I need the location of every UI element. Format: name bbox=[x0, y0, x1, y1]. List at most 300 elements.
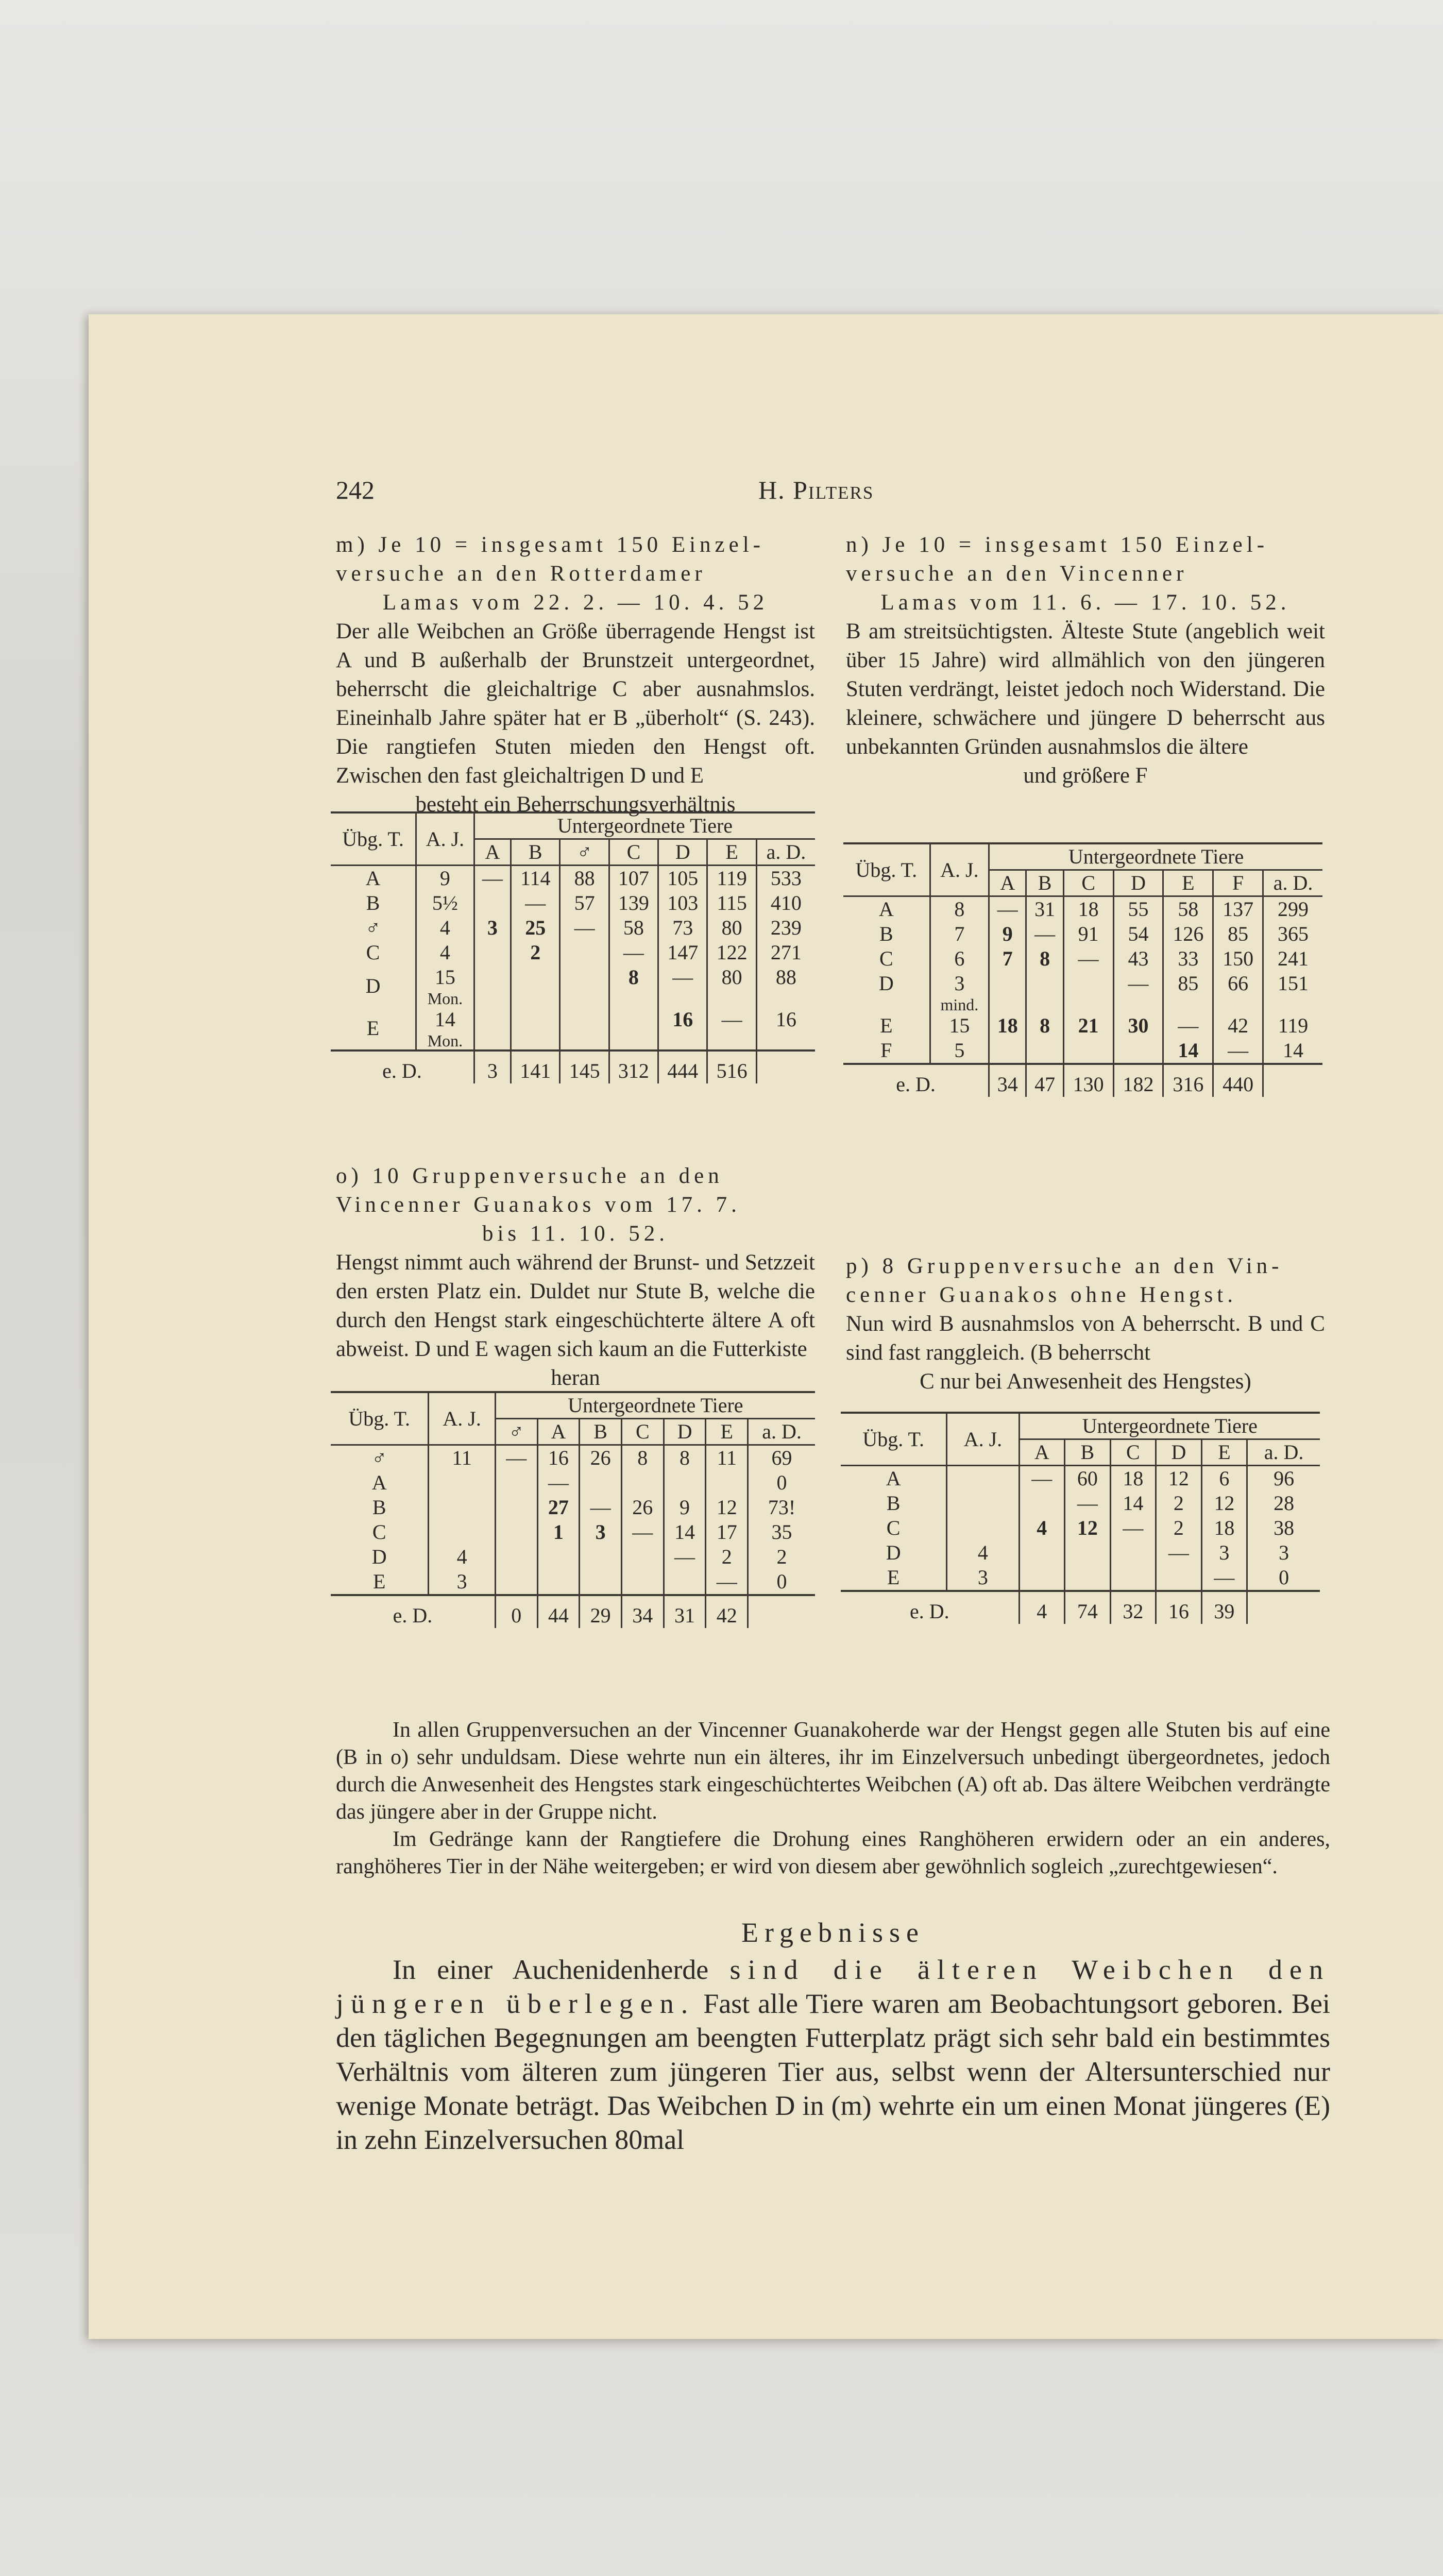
cell: — bbox=[1110, 1516, 1156, 1540]
cell: 14 bbox=[1178, 1039, 1199, 1062]
cell bbox=[621, 1545, 664, 1569]
book-page bbox=[89, 314, 1443, 2339]
cell: 74 bbox=[1065, 1591, 1111, 1624]
row-label: D bbox=[365, 974, 381, 997]
cell: 21 bbox=[1078, 1014, 1099, 1037]
table-row bbox=[841, 1565, 1320, 1591]
cell: 18 bbox=[997, 1014, 1018, 1037]
row-label: E bbox=[331, 1569, 429, 1595]
cell: 9 bbox=[1002, 922, 1013, 945]
cell: 105 bbox=[658, 866, 707, 891]
cell bbox=[537, 1545, 580, 1569]
section-m-title-1: m) Je 10 = insgesamt 150 Einzel- bbox=[336, 533, 765, 557]
cell: 57 bbox=[560, 891, 609, 916]
row-label: D bbox=[371, 1545, 387, 1568]
table-m-group-header: Untergeordnete Tiere bbox=[474, 812, 815, 839]
cell: 26 bbox=[621, 1495, 664, 1520]
cell: 150 bbox=[1213, 946, 1263, 971]
cell bbox=[1019, 1565, 1065, 1591]
table-n-col: D bbox=[1113, 870, 1163, 896]
cell: 42 bbox=[706, 1595, 748, 1628]
row-aj-unit: Mon. bbox=[427, 989, 463, 1008]
cell: 43 bbox=[1113, 946, 1163, 971]
cell: 96 bbox=[1247, 1466, 1320, 1492]
cell: 137 bbox=[1213, 896, 1263, 922]
row-label: B bbox=[366, 891, 380, 914]
table-row bbox=[331, 1545, 815, 1569]
section-o-title-3: bis 11. 10. 52. bbox=[482, 1222, 669, 1246]
table-n-col: F bbox=[1213, 870, 1263, 896]
cell: 31 bbox=[1026, 896, 1063, 922]
cell bbox=[474, 965, 511, 1007]
cell: — bbox=[1026, 922, 1063, 946]
ed-label: e. D. bbox=[382, 1059, 422, 1082]
cell: 25 bbox=[525, 916, 546, 939]
page-number: 242 bbox=[336, 476, 375, 504]
cell: 2 bbox=[1156, 1491, 1202, 1516]
cell bbox=[664, 1569, 706, 1595]
cell: 8 bbox=[621, 1445, 664, 1471]
cell: 410 bbox=[756, 891, 815, 916]
cell: 11 bbox=[706, 1445, 748, 1471]
cell bbox=[1065, 1540, 1111, 1565]
cell: 2 bbox=[748, 1545, 815, 1569]
cell: 30 bbox=[1128, 1014, 1149, 1037]
row-aj: 9 bbox=[416, 866, 474, 891]
cell: 73 bbox=[658, 916, 707, 940]
cell: — bbox=[511, 891, 560, 916]
row-label: A bbox=[841, 1466, 947, 1492]
cell: 299 bbox=[1263, 896, 1322, 922]
cell: — bbox=[1156, 1540, 1202, 1565]
row-label: C bbox=[886, 1516, 901, 1539]
cell: — bbox=[609, 940, 658, 965]
cell bbox=[495, 1545, 537, 1569]
cell: 17 bbox=[706, 1520, 748, 1545]
table-p-ubg-header: Übg. T. bbox=[841, 1413, 947, 1466]
table-row bbox=[841, 1466, 1320, 1492]
row-aj-prefix: mind. bbox=[940, 995, 979, 1014]
table-ed-row bbox=[843, 1064, 1322, 1097]
cell: 0 bbox=[495, 1595, 537, 1628]
cell: 16 bbox=[756, 1007, 815, 1050]
section-m bbox=[336, 531, 815, 819]
row-aj bbox=[947, 1466, 1019, 1492]
row-label: A bbox=[843, 896, 930, 922]
cell: 3 bbox=[1247, 1540, 1320, 1565]
table-row bbox=[331, 1495, 815, 1520]
row-aj: 15 bbox=[434, 965, 455, 989]
cell: 16 bbox=[537, 1445, 580, 1471]
cell: 145 bbox=[560, 1050, 609, 1083]
cell: — bbox=[658, 965, 707, 1007]
table-m-col: E bbox=[707, 839, 756, 866]
cell: 7 bbox=[1002, 947, 1013, 970]
row-label: ♂ bbox=[365, 916, 381, 939]
results-heading: Ergebnisse bbox=[741, 1917, 925, 1948]
table-o-col: C bbox=[621, 1419, 664, 1445]
section-o-text: Hengst nimmt auch während der Brunst- und Setzzeit den ersten Platz ein. Duldet nur Stute B, welche die durch den Hengst stark eingeschüchterte ältere A oft abweist. D und E wagen sich kaum an die Futterkiste bbox=[336, 1250, 815, 1361]
row-aj bbox=[429, 1495, 495, 1520]
cell: — bbox=[621, 1520, 664, 1545]
cell bbox=[580, 1470, 622, 1495]
section-n-text: B am streitsüchtigsten. Älteste Stute (angeblich weit über 15 Jahre) wird allmählich von den jüngeren Stuten verdrängt, leistet jedoch noch Widerstand. Die kleinere, schwächere und jüngere D beherrscht aus unbekannten Gründen ausnahmslos die ältere bbox=[846, 619, 1325, 759]
table-m-col: D bbox=[658, 839, 707, 866]
cell: 28 bbox=[1247, 1491, 1320, 1516]
table-o-ubg-header: Übg. T. bbox=[331, 1392, 429, 1445]
table-n-col: E bbox=[1163, 870, 1213, 896]
table-row bbox=[331, 1470, 815, 1495]
cell: 151 bbox=[1263, 971, 1322, 996]
table-row bbox=[841, 1491, 1320, 1516]
table-row bbox=[843, 996, 1322, 1038]
cell: 3 bbox=[487, 916, 498, 939]
cell: 4 bbox=[1019, 1591, 1065, 1624]
cell: 66 bbox=[1213, 971, 1263, 996]
cell: 33 bbox=[1163, 946, 1213, 971]
row-label: B bbox=[879, 922, 893, 945]
cell bbox=[495, 1470, 537, 1495]
cell: 107 bbox=[609, 866, 658, 891]
cell bbox=[495, 1520, 537, 1545]
cell: — bbox=[706, 1569, 748, 1595]
cell: 18 bbox=[1063, 896, 1113, 922]
cell: 34 bbox=[621, 1595, 664, 1628]
row-aj-unit: Mon. bbox=[427, 1031, 463, 1050]
row-aj: 3 bbox=[429, 1569, 495, 1595]
table-p-group-header: Untergeordnete Tiere bbox=[1019, 1413, 1320, 1439]
cell: 103 bbox=[658, 891, 707, 916]
cell: 85 bbox=[1213, 922, 1263, 946]
cell bbox=[1019, 1491, 1065, 1516]
table-o-col: A bbox=[537, 1419, 580, 1445]
cell: 58 bbox=[609, 916, 658, 940]
cell bbox=[1156, 1565, 1202, 1591]
cell: 38 bbox=[1247, 1516, 1320, 1540]
cell: — bbox=[495, 1445, 537, 1471]
cell bbox=[1019, 1540, 1065, 1565]
cell bbox=[1110, 1565, 1156, 1591]
cell: 34 bbox=[989, 1064, 1026, 1097]
row-aj: 4 bbox=[947, 1540, 1019, 1565]
section-p bbox=[846, 1252, 1325, 1396]
cell: 42 bbox=[1213, 996, 1263, 1038]
table-p-col: a. D. bbox=[1247, 1439, 1320, 1466]
section-p-text-last: C nur bei Anwesenheit des Hengstes) bbox=[920, 1369, 1251, 1394]
cell: — bbox=[1063, 946, 1113, 971]
table-ed-row bbox=[841, 1591, 1320, 1624]
section-n-title-1: n) Je 10 = insgesamt 150 Einzel- bbox=[846, 533, 1269, 557]
cell: 119 bbox=[707, 866, 756, 891]
table-row bbox=[331, 965, 815, 1007]
cell: 0 bbox=[1247, 1565, 1320, 1591]
row-aj: 8 bbox=[930, 896, 989, 922]
section-o bbox=[336, 1162, 815, 1393]
cell bbox=[580, 1569, 622, 1595]
table-n-col: C bbox=[1063, 870, 1113, 896]
cell: — bbox=[560, 916, 609, 940]
cell: 44 bbox=[537, 1595, 580, 1628]
cell bbox=[474, 1007, 511, 1050]
row-label: D bbox=[878, 972, 894, 995]
row-aj: 4 bbox=[429, 1545, 495, 1569]
cell: 29 bbox=[580, 1595, 622, 1628]
cell: 16 bbox=[672, 1008, 693, 1031]
cell bbox=[989, 1038, 1026, 1064]
section-o-title-2: Vincenner Guanakos vom 17. 7. bbox=[336, 1193, 741, 1217]
cell: 444 bbox=[658, 1050, 707, 1083]
section-p-title-1: p) 8 Gruppenversuche an den Vin- bbox=[846, 1254, 1283, 1278]
section-m-title-2: versuche an den Rotterdamer bbox=[336, 562, 706, 586]
cell: 115 bbox=[707, 891, 756, 916]
cell: 18 bbox=[1201, 1516, 1247, 1540]
cell: 8 bbox=[1040, 1014, 1050, 1037]
cell: 2 bbox=[706, 1545, 748, 1569]
row-label: B bbox=[886, 1492, 901, 1515]
cell: — bbox=[1213, 1038, 1263, 1064]
section-p-text: Nun wird B ausnahmslos von A beherrscht. B und C sind fast ranggleich. (B beherrscht bbox=[846, 1312, 1325, 1365]
table-p-col: E bbox=[1201, 1439, 1247, 1466]
cell bbox=[474, 891, 511, 916]
table-n-aj-header: A. J. bbox=[930, 843, 989, 896]
cell: — bbox=[537, 1470, 580, 1495]
cell: 12 bbox=[1077, 1516, 1098, 1539]
table-o-aj-header: A. J. bbox=[429, 1392, 495, 1445]
cell: 241 bbox=[1263, 946, 1322, 971]
table-row bbox=[841, 1540, 1320, 1565]
row-label: F bbox=[843, 1038, 930, 1064]
table-o-col: B bbox=[580, 1419, 622, 1445]
page-header bbox=[336, 475, 1006, 511]
cell: 1 bbox=[553, 1520, 564, 1544]
table-o-group-header: Untergeordnete Tiere bbox=[495, 1392, 815, 1419]
cell: 4 bbox=[1037, 1516, 1047, 1539]
table-row bbox=[841, 1516, 1320, 1540]
row-aj: 15 bbox=[949, 1014, 970, 1037]
cell bbox=[621, 1470, 664, 1495]
cell: — bbox=[1019, 1466, 1065, 1492]
row-aj bbox=[429, 1520, 495, 1545]
cell: 239 bbox=[756, 916, 815, 940]
cell bbox=[474, 940, 511, 965]
table-row bbox=[843, 971, 1322, 996]
cell bbox=[580, 1545, 622, 1569]
row-label: C bbox=[879, 947, 893, 970]
cell: 8 bbox=[664, 1445, 706, 1471]
row-label: E bbox=[880, 1014, 893, 1037]
row-aj: 5 bbox=[930, 1038, 989, 1064]
section-o-text-last: heran bbox=[551, 1366, 600, 1390]
section-o-title-1: o) 10 Gruppenversuche an den bbox=[336, 1164, 723, 1188]
cell bbox=[1063, 1038, 1113, 1064]
table-o bbox=[331, 1391, 815, 1628]
table-m-ubg-header: Übg. T. bbox=[331, 812, 416, 866]
cell: 0 bbox=[748, 1470, 815, 1495]
table-row bbox=[843, 1038, 1322, 1064]
table-n-ubg-header: Übg. T. bbox=[843, 843, 930, 896]
cell: 440 bbox=[1213, 1064, 1263, 1097]
cell bbox=[511, 1007, 560, 1050]
cell: 2 bbox=[530, 941, 541, 964]
cell: 31 bbox=[664, 1595, 706, 1628]
results-text: Fast alle Tiere waren am Beobachtungsort geboren. Bei den täglichen Begegnungen am beengten Futterplatz prägt sich sehr bald ein bestimmtes Verhältnis vom älteren zum jüngeren Tier aus, selbst wenn der Altersunterschied nur wenige Monate beträgt. Das Weibchen D in (m) wehrte ein um einen Monat jüngeres (E) in zehn Einzelversuchen 80mal bbox=[336, 1988, 1331, 2155]
ed-label: e. D. bbox=[896, 1073, 936, 1096]
cell bbox=[560, 965, 609, 1007]
table-m-aj-header: A. J. bbox=[416, 812, 474, 866]
row-label: ♂ bbox=[331, 1445, 429, 1471]
cell: 3 bbox=[474, 1050, 511, 1083]
cell: 88 bbox=[560, 866, 609, 891]
table-row bbox=[843, 896, 1322, 922]
cell: 32 bbox=[1110, 1591, 1156, 1624]
cell: 55 bbox=[1113, 896, 1163, 922]
section-p-title-2: cenner Guanakos ohne Hengst. bbox=[846, 1283, 1237, 1307]
cell bbox=[989, 971, 1026, 996]
cell: 141 bbox=[511, 1050, 560, 1083]
table-o-col: D bbox=[664, 1419, 706, 1445]
row-label: B bbox=[372, 1496, 386, 1519]
section-n-title-3: Lamas vom 11. 6. — 17. 10. 52. bbox=[880, 590, 1291, 615]
cell: 8 bbox=[1040, 947, 1050, 970]
table-n-col: A bbox=[989, 870, 1026, 896]
cell bbox=[1065, 1565, 1111, 1591]
section-m-title-3: Lamas vom 22. 2. — 10. 4. 52 bbox=[382, 590, 769, 615]
table-row bbox=[331, 866, 815, 891]
cell: 54 bbox=[1113, 922, 1163, 946]
cell: 365 bbox=[1263, 922, 1322, 946]
cell: 80 bbox=[707, 965, 756, 1007]
row-aj: 5½ bbox=[416, 891, 474, 916]
table-n-col: B bbox=[1026, 870, 1063, 896]
cell: 9 bbox=[664, 1495, 706, 1520]
row-aj: 3 bbox=[930, 971, 989, 996]
table-p-col: D bbox=[1156, 1439, 1202, 1466]
cell: 47 bbox=[1026, 1064, 1063, 1097]
cell: 26 bbox=[580, 1445, 622, 1471]
cell bbox=[495, 1495, 537, 1520]
table-m-col: ♂ bbox=[560, 839, 609, 866]
results-paragraph bbox=[336, 1953, 1330, 2157]
cell: 12 bbox=[1201, 1491, 1247, 1516]
cell: 6 bbox=[1201, 1466, 1247, 1492]
table-row bbox=[331, 1007, 815, 1050]
table-p-col: C bbox=[1110, 1439, 1156, 1466]
table-o-col: E bbox=[706, 1419, 748, 1445]
cell bbox=[537, 1569, 580, 1595]
summary bbox=[336, 1717, 1330, 1880]
row-aj: 6 bbox=[930, 946, 989, 971]
cell: 2 bbox=[1156, 1516, 1202, 1540]
cell: 80 bbox=[707, 916, 756, 940]
cell bbox=[560, 1007, 609, 1050]
cell bbox=[706, 1470, 748, 1495]
summary-paragraph-2: Im Gedränge kann der Rangtiefere die Drohung eines Ranghöheren erwidern oder an ein anderes, ranghöheres Tier in der Nähe weitergeben; er wird von diesem aber gewöhnlich sogleich „zurechtgewiesen“. bbox=[336, 1827, 1330, 1878]
cell: 8 bbox=[628, 965, 639, 989]
table-p bbox=[841, 1412, 1320, 1624]
summary-paragraph-1: In allen Gruppenversuchen an der Vincenner Guanakoherde war der Hengst gegen alle Stuten bis auf eine (B in o) sehr unduldsam. Diese wehrte nun ein älteres, ihr im Einzelversuch unbedingt übergeordnetes, jedoch durch die Anwesenheit des Hengstes stark eingeschüchtertes Weibchen (A) oft ab. Das ältere Weibchen verdrängte das jüngere aber in der Gruppe nicht. bbox=[336, 1718, 1330, 1824]
cell: 12 bbox=[1156, 1466, 1202, 1492]
cell: 533 bbox=[756, 866, 815, 891]
row-aj bbox=[429, 1470, 495, 1495]
cell: — bbox=[1201, 1565, 1247, 1591]
cell: 516 bbox=[707, 1050, 756, 1083]
cell: 3 bbox=[595, 1520, 606, 1544]
row-label: C bbox=[372, 1520, 386, 1544]
cell: 14 bbox=[1110, 1491, 1156, 1516]
cell: 122 bbox=[707, 940, 756, 965]
cell: 3 bbox=[1201, 1540, 1247, 1565]
table-row bbox=[843, 946, 1322, 971]
cell bbox=[1113, 1038, 1163, 1064]
cell: 12 bbox=[706, 1495, 748, 1520]
cell: — bbox=[1065, 1491, 1111, 1516]
cell: 91 bbox=[1063, 922, 1113, 946]
cell bbox=[1110, 1540, 1156, 1565]
cell bbox=[495, 1569, 537, 1595]
cell: 114 bbox=[511, 866, 560, 891]
cell: 126 bbox=[1163, 922, 1213, 946]
table-row bbox=[331, 1445, 815, 1471]
cell bbox=[664, 1470, 706, 1495]
table-n-col: a. D. bbox=[1263, 870, 1322, 896]
cell: 147 bbox=[658, 940, 707, 965]
cell: 316 bbox=[1163, 1064, 1213, 1097]
cell bbox=[1026, 1038, 1063, 1064]
cell: — bbox=[474, 866, 511, 891]
table-m-col: A bbox=[474, 839, 511, 866]
table-o-col: ♂ bbox=[495, 1419, 537, 1445]
results-emphasis: sind die älteren Weibchen den jüngeren überlegen. bbox=[336, 1954, 1330, 2019]
cell: — bbox=[1113, 971, 1163, 996]
table-m bbox=[331, 811, 815, 1083]
cell: 182 bbox=[1113, 1064, 1163, 1097]
table-row bbox=[331, 1520, 815, 1545]
row-aj: 4 bbox=[416, 940, 474, 965]
table-n-group-header: Untergeordnete Tiere bbox=[989, 843, 1322, 870]
running-title: H. Pilters bbox=[758, 476, 874, 504]
cell: 312 bbox=[609, 1050, 658, 1083]
cell: 139 bbox=[609, 891, 658, 916]
section-n-title-2: versuche an den Vincenner bbox=[846, 562, 1188, 586]
cell: 130 bbox=[1063, 1064, 1113, 1097]
cell: 39 bbox=[1201, 1591, 1247, 1624]
row-label: E bbox=[841, 1565, 947, 1591]
cell bbox=[511, 965, 560, 1007]
cell: 16 bbox=[1156, 1591, 1202, 1624]
ed-label: e. D. bbox=[393, 1604, 433, 1627]
row-aj bbox=[947, 1516, 1019, 1540]
table-row bbox=[331, 916, 815, 940]
cell: — bbox=[707, 1007, 756, 1050]
cell: — bbox=[1163, 996, 1213, 1038]
section-m-text-last: besteht ein Beherrschungsverhältnis bbox=[415, 792, 736, 817]
table-n bbox=[843, 842, 1322, 1097]
row-label: C bbox=[366, 941, 380, 964]
cell bbox=[621, 1569, 664, 1595]
table-p-col: A bbox=[1019, 1439, 1065, 1466]
row-aj: 3 bbox=[947, 1565, 1019, 1591]
cell: 27 bbox=[548, 1496, 569, 1519]
row-aj: 11 bbox=[429, 1445, 495, 1471]
cell: 73! bbox=[748, 1495, 815, 1520]
cell bbox=[1063, 971, 1113, 996]
row-aj: 4 bbox=[416, 916, 474, 940]
cell: 69 bbox=[748, 1445, 815, 1471]
section-n-text-last: und größere F bbox=[1023, 764, 1148, 788]
section-m-text: Der alle Weibchen an Größe überragende Hengst ist A und B außerhalb der Brunstzeit untergeordnet, beherrscht die gleichaltrige C aber ausnahmslos. Eineinhalb Jahre später hat er B „überholt“ (S. 243). Die rangtiefen Stuten mieden den Hengst oft. Zwischen den fast gleichaltrigen D und E bbox=[336, 619, 815, 788]
cell: 60 bbox=[1065, 1466, 1111, 1492]
cell: 35 bbox=[748, 1520, 815, 1545]
